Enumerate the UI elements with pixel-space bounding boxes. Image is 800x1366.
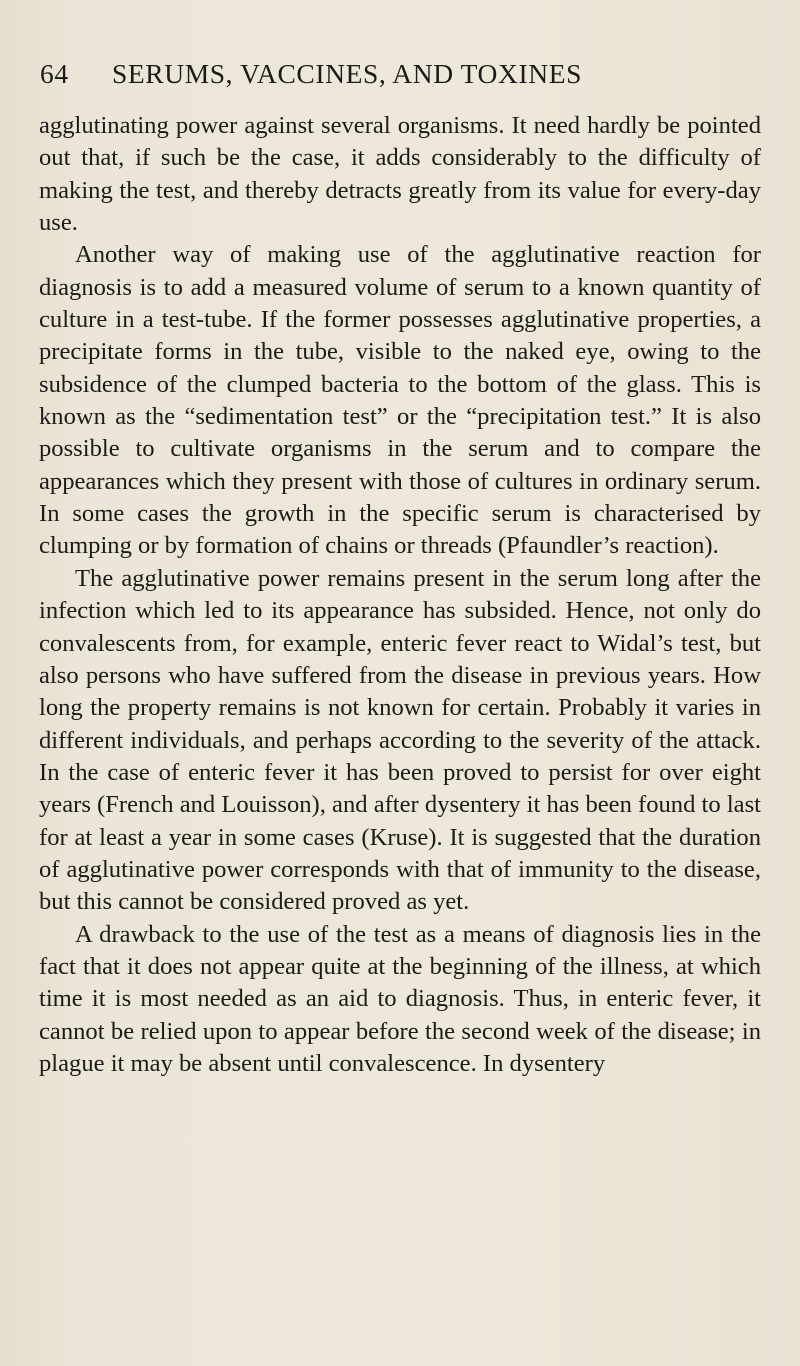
- page-number: 64: [40, 58, 69, 89]
- body-text: [39, 110, 761, 1080]
- paragraph-sedimentation-test: Another way of making use of the agglutinative reaction for diagnosis is to add a measured volume of serum to a known quantity of culture in a test-tube. If the former possesses agglutinative properties, a precipitate forms in the tube, visible to the naked eye, owing to the subsidence of the clumped bacteria to the bottom of the glass. This is known as the “sedimentation test” or the “precipitation test.” It is also possible to cultivate organisms in the serum and to compare the appearances which they present with those of cultures in ordinary serum. In some cases the growth in the specific serum is characterised by clumping or by formation of chains or threads (Pfaundler’s reaction).: [39, 241, 761, 560]
- running-header: [39, 58, 760, 98]
- running-title: SERUMS, VACCINES, AND TOXINES: [112, 58, 582, 89]
- paragraph-drawback: A drawback to the use of the test as a means of diagnosis lies in the fact that it does not appear quite at the beginning of the illness, at which time it is most needed as an aid to diagnosis. Thus, in enteric fever, it cannot be relied upon to appear before the second week of the disease; in plague it may be absent until convalescence. In dysentery: [39, 920, 761, 1077]
- paragraph-agglutinative-duration: The agglutinative power remains present in the serum long after the infection which led to its appearance has subsided. Hence, not only do convalescents from, for example, enteric fever react to Widal’s test, but also persons who have suffered from the disease in previous years. How long the property remains is not known for certain. Probably it varies in different individuals, and perhaps according to the severity of the attack. In the case of enteric fever it has been proved to persist for over eight years (French and Louisson), and after dysentery it has been found to last for at least a year in some cases (Kruse). It is suggested that the duration of agglutinative power corresponds with that of immunity to the disease, but this cannot be considered proved as yet.: [39, 564, 761, 916]
- paragraph-continued: agglutinating power against several organisms. It need hardly be pointed out that, if such be the case, it adds considerably to the difficulty of making the test, and thereby detracts greatly from its value for every-day use.: [39, 112, 761, 237]
